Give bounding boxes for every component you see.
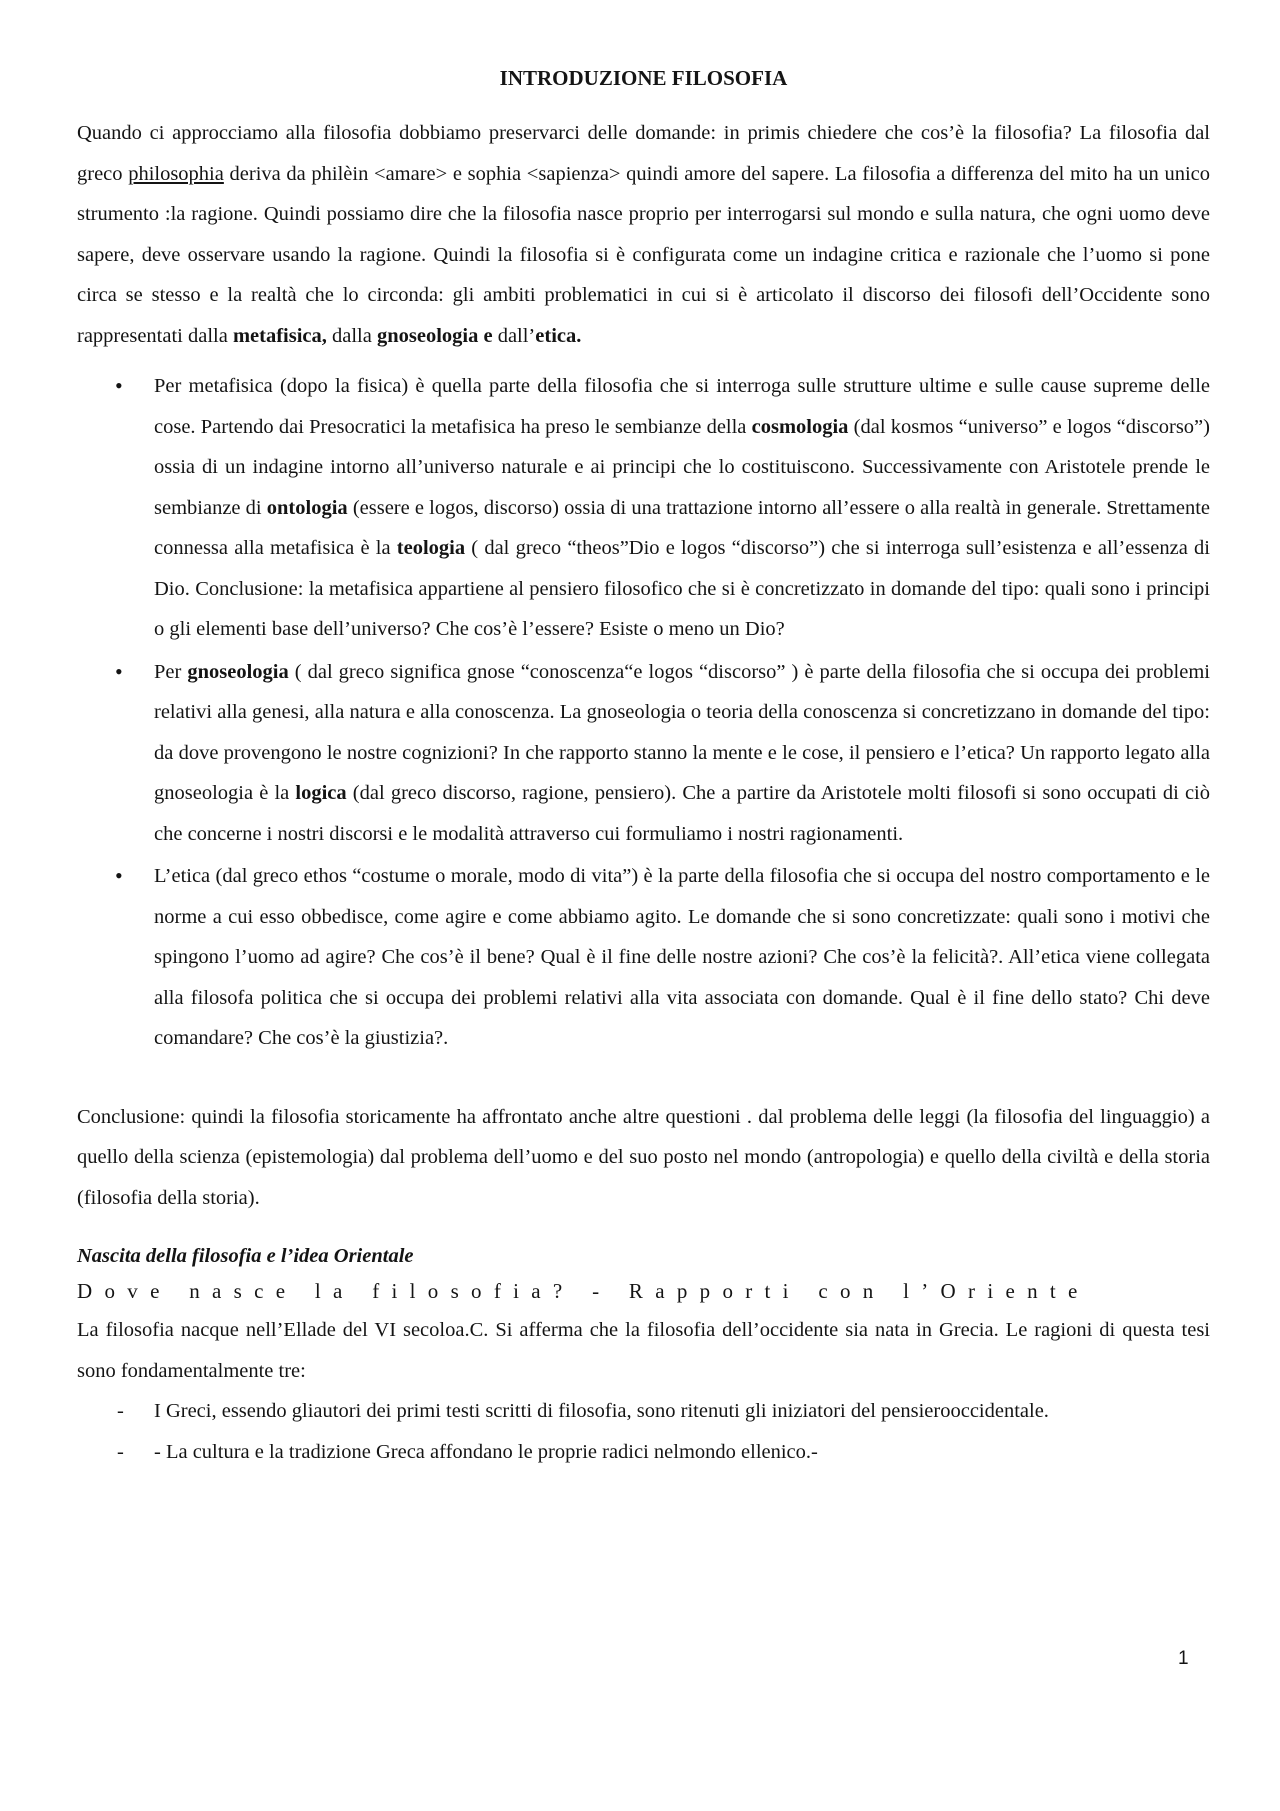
term-teologia: teologia (396, 537, 466, 559)
bullet-text: Per metafisica (dopo la fisica) è quella parte della filosofia che si interroga sulle strutture ultime e sulle cause supreme delle cose. Partendo dai Presocratici la metafisica ha preso le sembianze della (154, 375, 1210, 438)
bullet-text: ( dal greco significa gnose “conoscenza“e logos “discorso” ) è parte della filosofia che si occupa dei problemi relativi alla genesi, alla natura e alla conoscenza. La gnoseologia o teoria della conoscenza si concretizzano in domande del tipo: da dove provengono le nostre cognizioni? In che rapporto stanno la mente e le cose, il pensiero e l’etica? Un rapporto legato alla gnoseologia è la (154, 660, 1210, 804)
conclusion-paragraph: Conclusione: quindi la filosofia storicamente ha affrontato anche altre questioni . dal problema delle leggi (la filosofia del linguaggio) a quello della scienza (epistemologia) dal problema dell’uomo e del suo posto nel mondo (antropologia) e quello della civiltà e della storia (filosofia della storia). (77, 1105, 1210, 1209)
metafisica-paragraph (154, 366, 1210, 650)
bullet-text: ( dal greco “theos”Dio e logos “discorso”) che si interroga sull’esistenza e all’essenza di Dio. Conclusione: la metafisica appartiene al pensiero filosofico che si è concretizzato in domande del tipo: quali sono i principi o gli elementi base dell’universo? Che cos’è l’essere? Esiste o meno un Dio? (154, 537, 1210, 640)
term-gnoseologia: gnoseologia (187, 660, 289, 683)
term-gnoseologia: gnoseologia e (376, 324, 493, 347)
intro-paragraph (77, 113, 1210, 356)
term-logica: logica (295, 782, 347, 804)
bullet-text: (dal greco discorso, ragione, pensiero). Che a partire da Aristotele molti filosofi si sono occupati di ciò che concerne i nostri discorsi e le modalità attraverso cui formuliamo i nostri ragionamenti. (154, 782, 1210, 845)
intro-text-3: dalla (326, 324, 377, 347)
gnoseologia-paragraph (154, 652, 1210, 855)
term-ontologia: ontologia (266, 496, 348, 519)
etica-paragraph (154, 856, 1210, 1059)
bullet-text: (dal kosmos “universo” e logos “discorso”) ossia di un indagine intorno all’universo naturale e ai principi che lo costituiscono. Successivamente con Aristotele prende le sembianze di (154, 415, 1210, 519)
term-cosmologia: cosmologia (751, 415, 849, 438)
page-number: 1 (1178, 1648, 1189, 1669)
list-item-etica (77, 856, 1210, 1059)
document-body (77, 66, 1210, 1472)
page-title: INTRODUZIONE FILOSOFIA (499, 66, 788, 90)
intro-text-2: deriva da philèin <amare> e sophia <sapienza> quindi amore del sapere. La filosofia a differenza del mito ha un unico strumento :la ragione. Quindi possiamo dire che la filosofia nasce proprio per interrogarsi sul mondo e sulla natura, che ogni uomo deve sapere, deve osservare usando la ragione. Quindi la filosofia si è configurata come un indagine critica e razionale che l’uomo si pone circa se stesso e la realtà che lo circonda: gli ambiti problematici in cui si è articolato il discorso dei filosofi dell’Occidente sono rappresentati dalla (77, 162, 1210, 347)
list-item: - - La cultura e la tradizione Greca affondano le proprie radici nelmondo ellenico.- (77, 1432, 1210, 1473)
branches-list (77, 366, 1210, 1059)
bullet-text: (essere e logos, discorso) ossia di una trattazione intorno all’essere o alla realtà in generale. Strettamente connessa alla metafisica è la (154, 496, 1210, 559)
intro-text-4: dall’ (492, 324, 536, 347)
philosophia-underlined: philosophia (128, 162, 224, 185)
term-metafisica: metafisica, (232, 324, 327, 347)
section-title: Nascita della filosofia e l’idea Orientale (77, 1245, 414, 1267)
section-paragraph: La filosofia nacque nell’Ellade del VI secoloa.C. Si afferma che la filosofia dell’occidente sia nata in Grecia. Le ragioni di questa tesi sono fondamentalmente tre: (77, 1319, 1210, 1382)
reasons-list (77, 1391, 1210, 1472)
spaced-heading: Dove nasce la filosofia? - Rapporti con l’Oriente (77, 1279, 1090, 1303)
list-item: - I Greci, essendo gliautori dei primi testi scritti di filosofia, sono ritenuti gli iniziatori del pensierooccidentale. (77, 1391, 1210, 1432)
intro-text-1: Quando ci approcciamo alla filosofia dobbiamo preservarci delle domande: in primis chiedere che cos’è la filosofia? La filosofia dal greco (77, 122, 1210, 185)
term-etica: etica. (535, 324, 582, 347)
list-item-gnoseologia (77, 652, 1210, 855)
bullet-text: Per (154, 660, 188, 683)
bullet-text: L’etica (dal greco ethos “costume o morale, modo di vita”) è la parte della filosofia che si occupa del nostro comportamento e le norme a cui esso obbedisce, come agire e come abbiamo agito. Le domande che si sono concretizzate: quali sono i motivi che spingono l’uomo ad agire? Che cos’è il bene? Qual è il fine delle nostre azioni? Che cos’è la felicità?. All’etica viene collegata alla filosofa politica che si occupa dei problemi relativi alla vita associata con domande. Qual è il fine dello stato? Chi deve comandare? Che cos’è la giustizia?. (154, 865, 1210, 1049)
list-item-metafisica (77, 366, 1210, 650)
